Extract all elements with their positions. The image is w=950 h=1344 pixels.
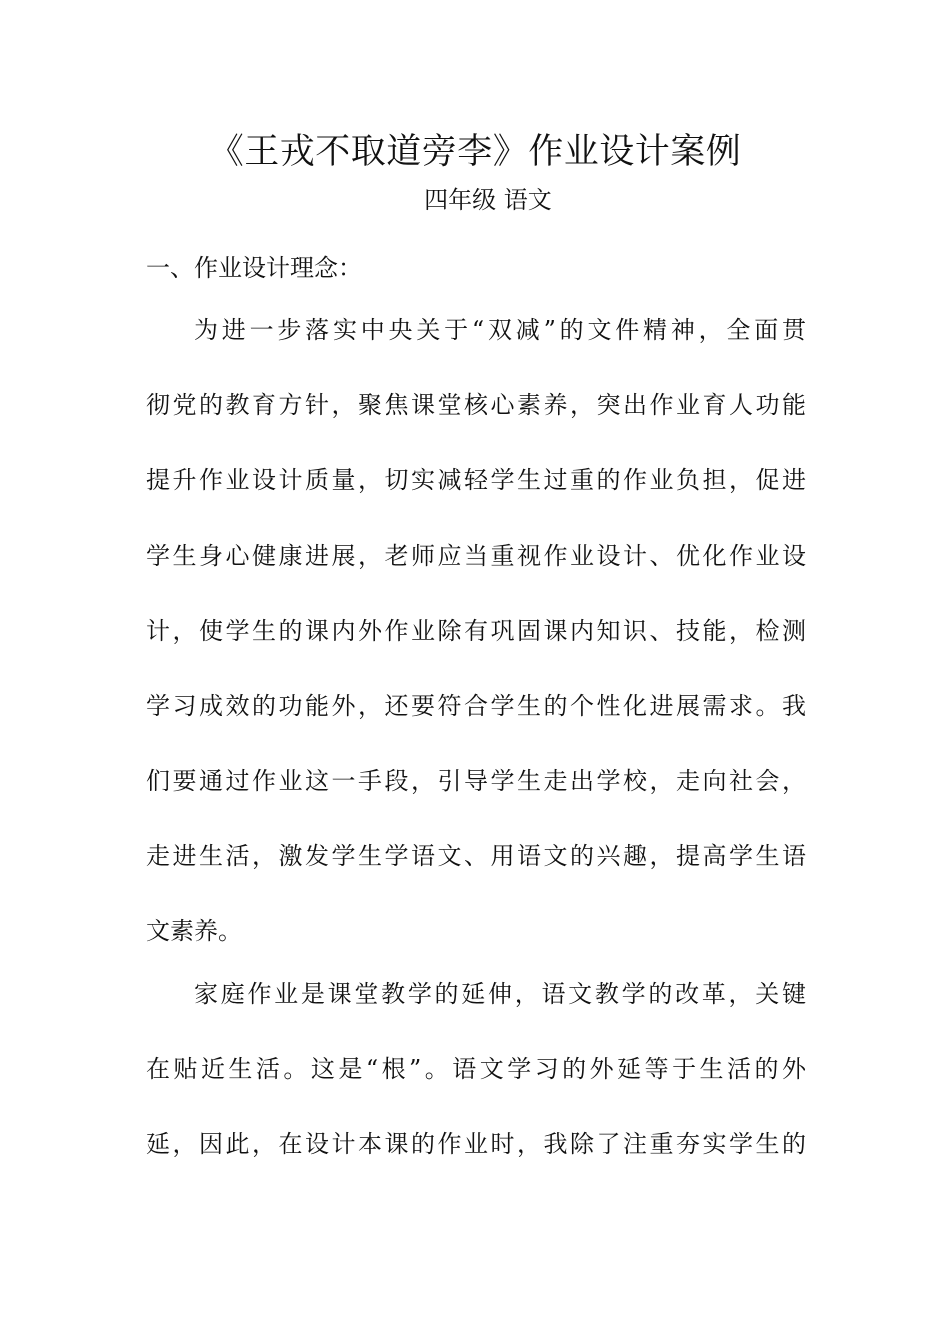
section-heading: 一、作业设计理念： (146, 254, 362, 282)
document-title: 《王戎不取道旁李》作业设计案例 (208, 132, 742, 172)
paragraph-line: 为进一步落实中央关于“双减”的文件精神，全面贯 (194, 316, 806, 344)
paragraph-line: 家庭作业是课堂教学的延伸，语文教学的改革，关键 (194, 980, 806, 1008)
paragraph-line: 文素养。 (146, 917, 242, 945)
paragraph-line: 走进生活，激发学生学语文、用语文的兴趣，提高学生语 (146, 842, 806, 870)
paragraph-line: 们要通过作业这一手段，引导学生走出学校，走向社会， (146, 767, 806, 795)
paragraph-line: 彻党的教育方针，聚焦课堂核心素养，突出作业育人功能 (146, 391, 806, 419)
paragraph-line: 学生身心健康进展，老师应当重视作业设计、优化作业设 (146, 542, 806, 570)
paragraph-line: 计，使学生的课内外作业除有巩固课内知识、技能，检测 (146, 617, 806, 645)
paragraph-line: 提升作业设计质量，切实减轻学生过重的作业负担，促进 (146, 466, 806, 494)
document-subtitle: 四年级 语文 (424, 186, 552, 214)
paragraph-line: 学习成效的功能外，还要符合学生的个性化进展需求。我 (146, 692, 806, 720)
paragraph-line: 延，因此，在设计本课的作业时，我除了注重夯实学生的 (146, 1130, 806, 1158)
paragraph-line: 在贴近生活。这是“根”。语文学习的外延等于生活的外 (146, 1055, 806, 1083)
